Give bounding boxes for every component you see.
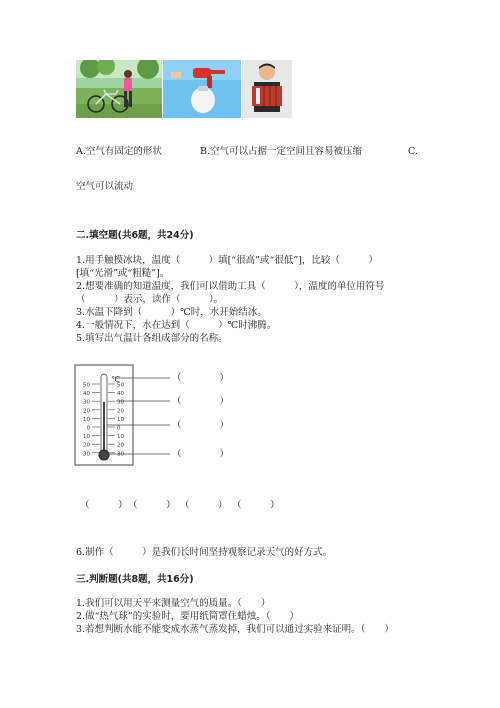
- judge-q2: 2.做“热气球”的实验时，要用纸筒罩住蜡烛。（ ）: [76, 611, 300, 622]
- scale-label-right: 30: [117, 399, 124, 406]
- thermo-answer-2: （ ）: [172, 396, 230, 407]
- scale-label-left: 50: [83, 382, 90, 389]
- fill-q2-line1: 2.想要准确的知道温度，我们可以借助工具（ ），温度的单位用符号: [76, 281, 385, 292]
- scale-label-right: 10: [117, 434, 124, 441]
- option-a: A.空气有固定的形状: [76, 146, 162, 157]
- scale-label-left: 10: [83, 434, 90, 441]
- option-c-text: 空气可以流动: [76, 181, 134, 192]
- scale-label-left: 0: [86, 425, 90, 432]
- scale-label-right: 0: [117, 425, 121, 432]
- photo-girl-with-bicycle: [76, 60, 162, 118]
- scale-label-left: 30: [83, 399, 90, 406]
- scale-label-right: 40: [117, 391, 124, 398]
- thermo-blank-1: （ ）: [80, 500, 128, 511]
- scale-label-right: 30: [117, 451, 124, 458]
- liquid-column: [103, 402, 105, 454]
- photo-sprayer-and-bulb: [163, 60, 241, 118]
- scale-label-right: 20: [117, 408, 124, 415]
- scale-label-left: 30: [83, 451, 90, 458]
- thermo-answer-1: （ ）: [172, 373, 230, 384]
- scale-label-right: 20: [117, 442, 124, 449]
- thermo-blank-3: （ ）: [180, 500, 228, 511]
- scale-label-right: 50: [117, 382, 124, 389]
- thermo-blank-2: （ ）: [128, 500, 176, 511]
- option-b: B.空气可以占据一定空间且容易被压缩: [200, 146, 363, 157]
- scale-label-left: 40: [83, 391, 90, 398]
- scale-label-right: 10: [117, 416, 124, 423]
- thermometer-bulb: [99, 450, 109, 460]
- fill-q4: 4.一般情况下，水在达到（ ）℃时沸腾。: [76, 320, 277, 331]
- fill-q6: 6.制作（ ）是我们长时间坚持观察记录天气的好方式。: [76, 547, 333, 558]
- scale-label-left: 20: [83, 442, 90, 449]
- thermo-answer-4: （ ）: [172, 449, 230, 460]
- fill-q2-line2: （ ）表示，读作（ ）。: [76, 294, 224, 305]
- judge-q1: 1.我们可以用天平来测量空气的质量。（ ）: [76, 598, 271, 609]
- scale-label-left: 20: [83, 408, 90, 415]
- thermo-answer-3: （ ）: [172, 420, 230, 431]
- thermo-blank-4: （ ）: [232, 500, 280, 511]
- photo-boy-with-accordion: [242, 60, 292, 118]
- section3-heading: 三.判断题(共8题，共16分): [76, 574, 194, 585]
- fill-q5: 5.填写出气温计各组成部分的名称。: [76, 333, 228, 344]
- celsius-unit-label: ℃: [111, 375, 120, 384]
- fill-q1-line1: 1.用手触摸冰块，温度（ ）填[“很高”或“很低”]，比较（ ）: [76, 255, 378, 266]
- fill-q1-line2: [填“光滑”或“粗糙”]。: [76, 268, 170, 279]
- option-c: C.: [408, 146, 418, 157]
- scale-label-left: 10: [83, 416, 90, 423]
- judge-q3: 3.若想判断水能不能变成水蒸气蒸发掉，我们可以通过实验来证明。（ ）: [76, 624, 394, 635]
- fill-q3: 3.水温下降到（ ）℃时，水开始结冰。: [76, 307, 267, 318]
- section2-heading: 二.填空题(共6题，共24分): [76, 230, 194, 241]
